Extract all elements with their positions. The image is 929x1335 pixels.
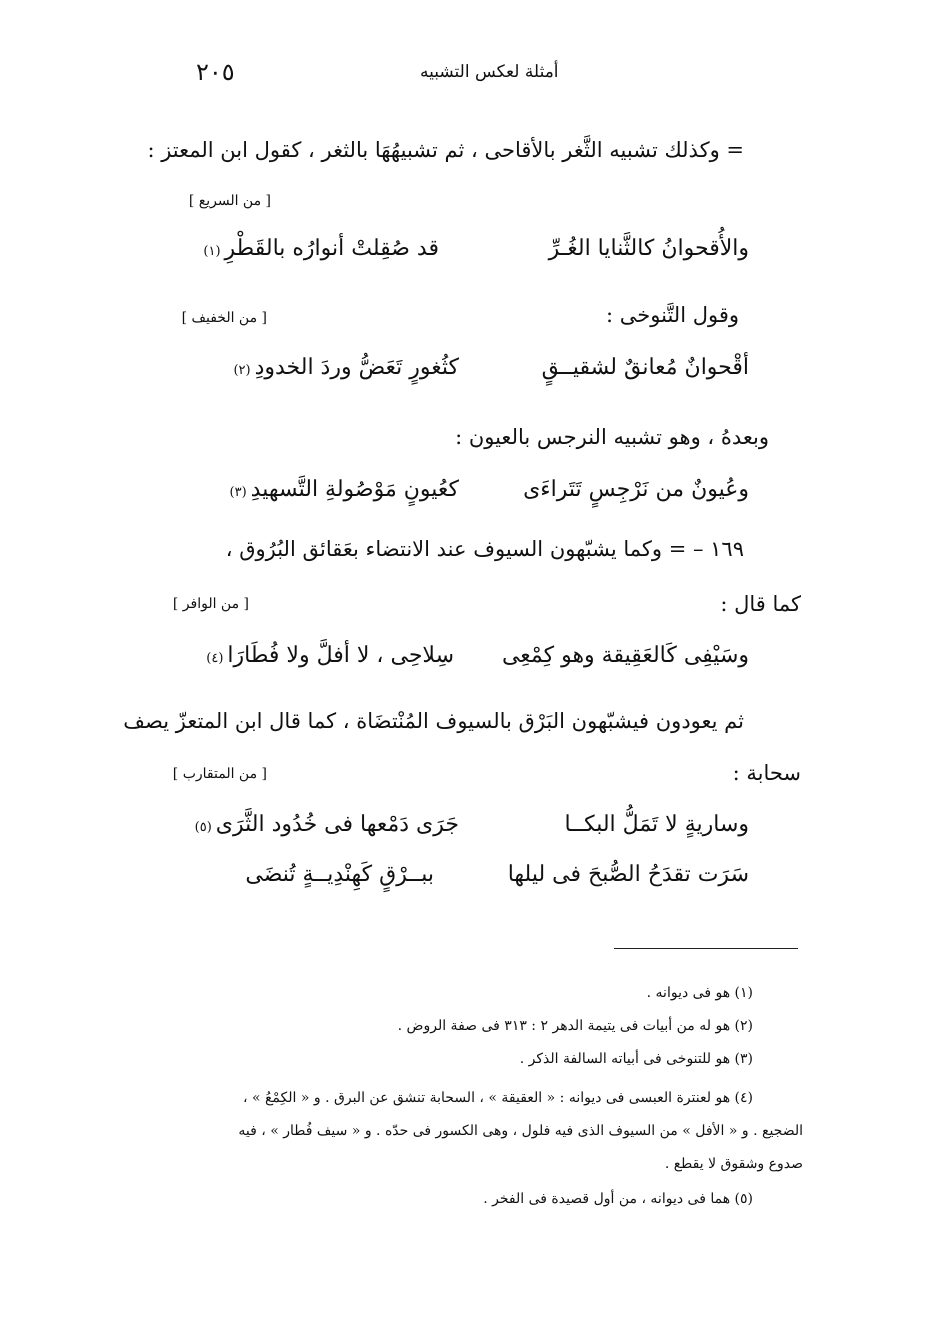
footnote-4: (٤) هو لعنترة العبسى فى ديوانه : « العقيقة » ، السحابة تنشق عن البرق . و « الكِمْعُ » ، xyxy=(243,1090,753,1106)
footnote-reference: (٢) xyxy=(233,363,251,378)
running-title: أمثلة لعكس التشبيه xyxy=(420,62,559,82)
paragraph-as-he-said: كما قال : xyxy=(720,592,801,616)
footnote-4-continuation: صدوع وشقوق لا يقطع . xyxy=(664,1156,803,1172)
paragraph-narcissus: وبعدهُ ، وهو تشبيه النرجس بالعيون : xyxy=(455,425,769,449)
meter-label: [ من الخفيف ] xyxy=(181,310,267,326)
footnote-5: (٥) هما فى ديوانه ، من أول قصيدة فى الفخر . xyxy=(483,1191,753,1207)
verse-hemistich-second: كعُيونٍ مَوْصُولةِ التَّسهيدِ(٣) xyxy=(229,477,459,502)
verse-hemistich-first: وساريةٍ لا تَمَلُّ البكــا xyxy=(564,812,749,837)
verse-hemistich-second: جَرَى دَمْعها فى خُدُود الثَّرَى(٥) xyxy=(194,812,459,837)
footnote-4-continuation: الضجيع . و « الأفل » من السيوف الذى فيه فلول ، وهى الكسور فى حدّه . و « سيف فُطار » ، فيه xyxy=(238,1123,803,1139)
paragraph-cloud: سحابة : xyxy=(732,761,801,785)
verse-hemistich-first: وسَيْفِى كَالعَقِيقة وهو كِمْعِى xyxy=(501,643,749,668)
footnote-1: (١) هو فى ديوانه . xyxy=(646,985,753,1001)
footnote-2: (٢) هو له من أبيات فى يتيمة الدهر ٢ : ٣١٣ فى صفة الروض . xyxy=(397,1018,753,1034)
paragraph-numbered-169: ١٦٩ – = وكما يشبّهون السيوف عند الانتضاء بعَقائق البُرُوق ، xyxy=(225,537,744,561)
paragraph-intro: = وكذلك تشبيه الثَّغر بالأقاحى ، ثم تشبيهُهَا بالثغر ، كقول ابن المعتز : xyxy=(147,138,744,162)
verse-hemistich-second: ببــرْقٍ كَهِنْدِيــةٍ تُنضَى xyxy=(245,862,434,887)
footnote-reference: (٤) xyxy=(206,651,224,666)
verse-hemistich-second: سِلاحِى ، لا أفلَّ ولا فُطَارَا(٤) xyxy=(206,643,454,668)
footnote-separator xyxy=(614,948,798,949)
paragraph-lightning: ثم يعودون فيشبّهون البَرْق بالسيوف المُنْتضَاة ، كما قال ابن المتعزّ يصف xyxy=(123,709,744,733)
meter-label: [ من السريع ] xyxy=(188,193,271,209)
verse-hemistich-first: أقْحوانٌ مُعانقٌ لشقيــقٍ xyxy=(541,355,749,380)
meter-label: [ من الوافر ] xyxy=(172,596,249,612)
footnote-reference: (٥) xyxy=(194,820,212,835)
meter-label: [ من المتقارب ] xyxy=(172,766,267,782)
footnote-reference: (١) xyxy=(203,244,221,259)
verse-hemistich-second: قد صُقِلتْ أنوارُه بالقَطْرِ(١) xyxy=(203,236,439,261)
paragraph-tanukhi: وقول التَّنوخى : xyxy=(606,303,739,327)
verse-hemistich-first: وعُيونٌ من نَرْجِسٍ تَتَراءَى xyxy=(523,477,749,502)
footnote-reference: (٣) xyxy=(229,485,247,500)
page-number: ٢٠٥ xyxy=(196,58,235,86)
verse-hemistich-first: سَرَت تقدَحُ الصُّبحَ فى ليلها xyxy=(507,862,749,887)
footnote-3: (٣) هو للتنوخى فى أبياته السالفة الذكر . xyxy=(519,1051,753,1067)
verse-hemistich-first: والأُقحوانُ كالثَّنايا الغُـرِّ xyxy=(548,236,749,261)
verse-hemistich-second: كثُغورٍ تَعَضُّ وردَ الخدودِ(٢) xyxy=(233,355,459,380)
